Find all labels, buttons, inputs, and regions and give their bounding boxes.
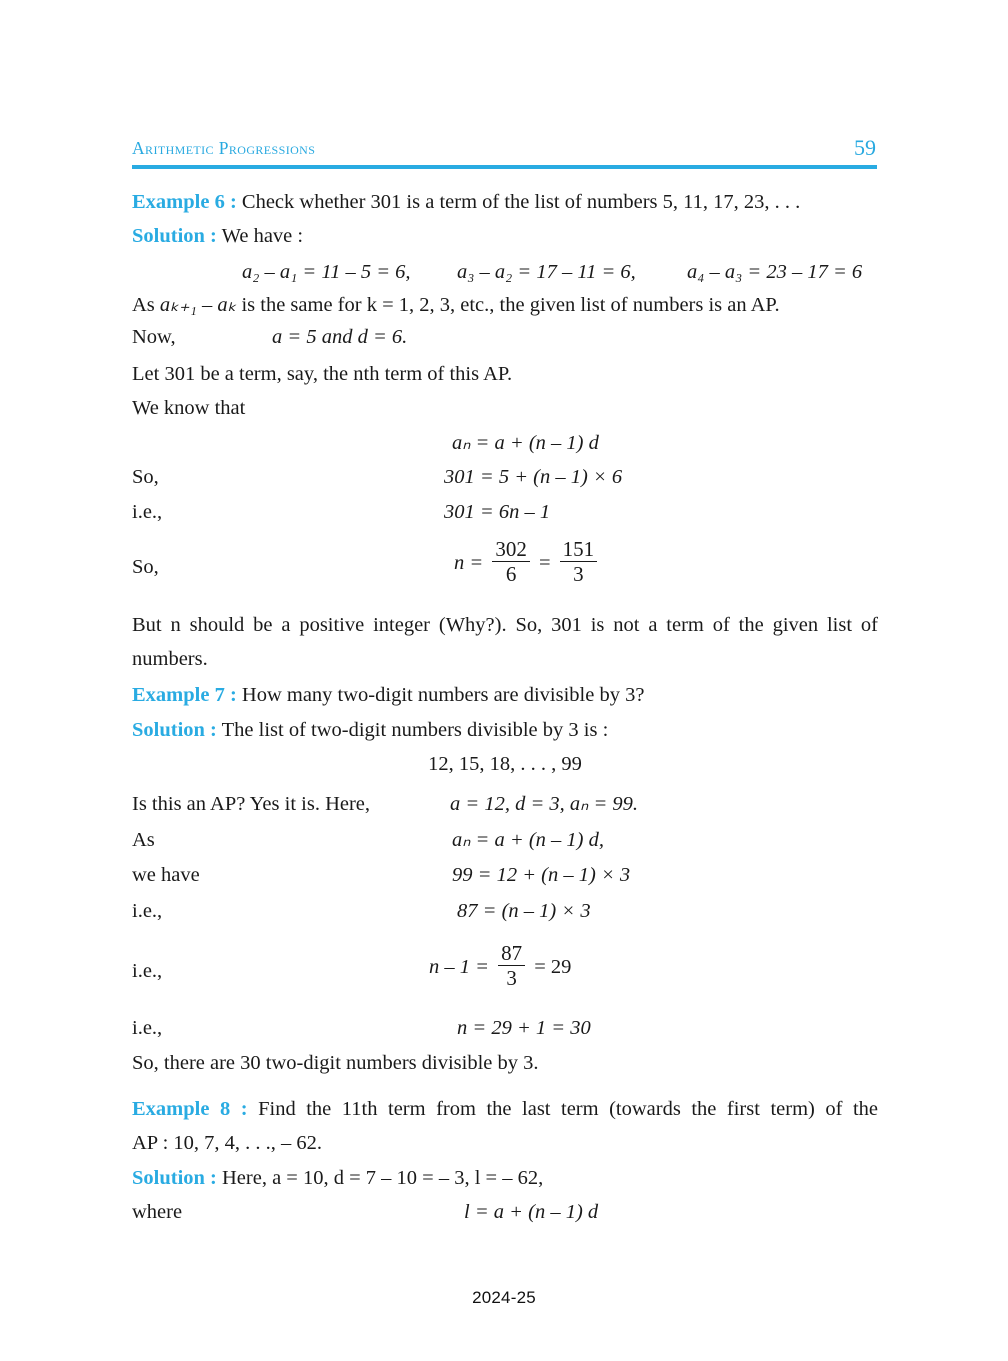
example6-so2-stub: So, bbox=[132, 556, 159, 578]
example6-let-line bbox=[132, 357, 878, 391]
example6-difference-2: a₃ – a₂ = 17 – 11 = 6, bbox=[457, 261, 636, 283]
example7-fraction-denominator: 3 bbox=[506, 966, 517, 991]
example6-fraction-lhs: n = bbox=[454, 551, 484, 574]
example7-solution-intro-text: The list of two-digit numbers divisible by 3 is : bbox=[221, 719, 609, 741]
example6-we-know-text: We know that bbox=[132, 397, 246, 419]
example6-fraction-302-6 bbox=[492, 538, 530, 586]
example7-fraction-numerator: 87 bbox=[498, 942, 525, 966]
example7-as-stub: As bbox=[132, 829, 155, 851]
example6-now-line bbox=[132, 322, 878, 352]
example7-number-list bbox=[132, 753, 878, 776]
example8-where-line bbox=[132, 1197, 878, 1227]
example8-solution bbox=[132, 1161, 878, 1195]
example6-solution-intro-text: We have : bbox=[221, 225, 304, 247]
footer-text: 2024-25 bbox=[472, 1288, 536, 1307]
example6-label: Example 6 : bbox=[132, 191, 237, 213]
example7-statement bbox=[132, 678, 878, 712]
example7-number-list-text: 12, 15, 18, . . . , 99 bbox=[428, 753, 582, 775]
example6-ie-line bbox=[132, 497, 878, 527]
example6-ie-stub: i.e., bbox=[132, 501, 163, 523]
example6-statement-text: Check whether 301 is a term of the list of numbers 5, 11, 17, 23, . . . bbox=[241, 191, 801, 213]
example7-conclusion-text: So, there are 30 two-digit numbers divisible by 3. bbox=[132, 1052, 539, 1074]
example6-fraction-denominator-1: 6 bbox=[505, 562, 517, 587]
example7-fraction-equation bbox=[429, 941, 572, 992]
example7-fraction-87-3 bbox=[498, 942, 525, 990]
example6-difference-1: a₂ – a₁ = 11 – 5 = 6, bbox=[242, 261, 411, 283]
example8-where-stub: where bbox=[132, 1201, 183, 1223]
example6-so-line bbox=[132, 462, 878, 492]
example6-conclusion bbox=[132, 608, 878, 676]
example6-nth-term-formula: aₙ = a + (n – 1) d bbox=[452, 432, 599, 454]
example6-solution-label: Solution : bbox=[132, 225, 217, 247]
example7-check-values: a = 12, d = 3, aₙ = 99. bbox=[450, 793, 639, 815]
example6-fraction-equation bbox=[454, 537, 601, 588]
example6-fraction-151-3 bbox=[560, 538, 598, 586]
example7-check-prefix: Is this an AP? Yes it is. Here, bbox=[132, 793, 371, 815]
header-rule bbox=[132, 165, 877, 169]
example6-so-stub: So, bbox=[132, 466, 159, 488]
example7-wehave-stub: we have bbox=[132, 864, 200, 886]
example6-fraction-numerator-1: 302 bbox=[492, 538, 530, 562]
example6-fraction-numerator-2: 151 bbox=[560, 538, 598, 562]
example7-ie1-equation: 87 = (n – 1) × 3 bbox=[457, 900, 591, 922]
example7-fraction-line bbox=[132, 941, 878, 991]
example6-difference-3: a₄ – a₃ = 23 – 17 = 6 bbox=[687, 261, 863, 283]
example7-label: Example 7 : bbox=[132, 684, 237, 706]
example6-fraction-denominator-2: 3 bbox=[573, 562, 584, 587]
example6-solution-intro bbox=[132, 219, 878, 253]
example8-solution-label: Solution : bbox=[132, 1167, 217, 1189]
example6-conclusion-text: But n should be a positive integer (Why?). So, 301 is not a term of the given list of numbers. bbox=[132, 614, 878, 670]
example7-ie1-stub: i.e., bbox=[132, 900, 163, 922]
example7-ie3-equation: n = 29 + 1 = 30 bbox=[457, 1017, 591, 1039]
example7-wehave-line bbox=[132, 860, 878, 890]
example7-statement-text: How many two-digit numbers are divisible by 3? bbox=[241, 684, 645, 706]
example7-solution-intro bbox=[132, 713, 878, 747]
example6-now-stub: Now, bbox=[132, 326, 176, 348]
example8-where-equation: l = a + (n – 1) d bbox=[464, 1201, 599, 1223]
example6-let-text: Let 301 be a term, say, the nth term of this AP. bbox=[132, 363, 513, 385]
example7-check-line bbox=[132, 789, 878, 819]
example6-fraction-line bbox=[132, 537, 878, 587]
example6-as-expression: aₖ₊₁ – aₖ bbox=[159, 294, 237, 316]
example7-fraction-result: = 29 bbox=[534, 955, 572, 978]
example6-so-equation: 301 = 5 + (n – 1) × 6 bbox=[444, 466, 623, 488]
example8-statement-text-1: Find the 11th term from the last term (towards the first term) of the bbox=[258, 1098, 879, 1120]
example6-ie-equation: 301 = 6n – 1 bbox=[444, 501, 551, 523]
example7-ie1-line bbox=[132, 896, 878, 926]
example6-now-equation: a = 5 and d = 6. bbox=[272, 326, 408, 348]
example6-statement bbox=[132, 185, 878, 219]
example6-fraction-equals: = bbox=[538, 551, 551, 574]
running-header bbox=[132, 135, 876, 164]
example7-ie2-stub: i.e., bbox=[132, 960, 163, 982]
example8-statement-text-2: AP : 10, 7, 4, . . ., – 62. bbox=[132, 1132, 323, 1154]
example8-solution-text: Here, a = 10, d = 7 – 10 = – 3, l = – 62, bbox=[222, 1167, 544, 1189]
example8-label: Example 8 : bbox=[132, 1098, 248, 1120]
example6-as-line bbox=[132, 288, 878, 322]
example7-as-line bbox=[132, 825, 878, 855]
example6-we-know-line bbox=[132, 391, 878, 425]
example7-fraction-lhs: n – 1 = bbox=[429, 955, 489, 978]
page-footer bbox=[0, 1288, 1008, 1308]
running-header-title: Arithmetic Progressions bbox=[132, 138, 316, 158]
example7-wehave-equation: 99 = 12 + (n – 1) × 3 bbox=[452, 864, 631, 886]
page-number: 59 bbox=[854, 135, 876, 160]
example8-statement-line2 bbox=[132, 1126, 878, 1160]
example6-as-prefix: As bbox=[132, 294, 155, 316]
example7-solution-label: Solution : bbox=[132, 719, 217, 741]
example7-as-equation: aₙ = a + (n – 1) d, bbox=[452, 829, 604, 851]
example7-ie3-line bbox=[132, 1013, 878, 1043]
example7-ie3-stub: i.e., bbox=[132, 1017, 163, 1039]
example7-conclusion bbox=[132, 1046, 878, 1080]
example6-as-rest: is the same for k = 1, 2, 3, etc., the given list of numbers is an AP. bbox=[241, 294, 780, 316]
